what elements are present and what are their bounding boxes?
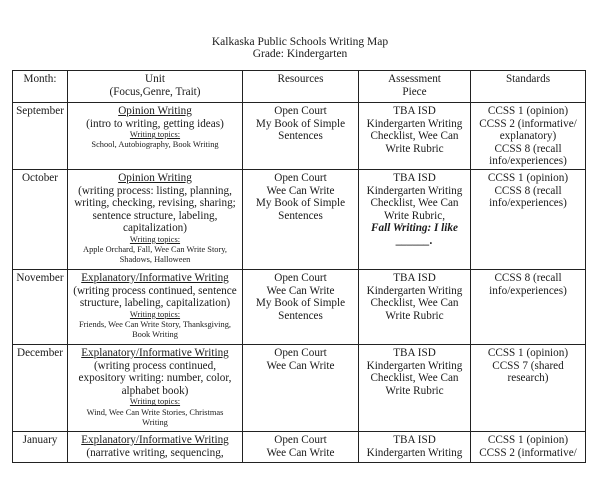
cell-resources — [243, 432, 359, 463]
cell-month — [13, 103, 68, 170]
writing-topics: Writing — [142, 417, 168, 427]
resource-item: Sentences — [278, 309, 323, 322]
cell-standards — [471, 432, 586, 463]
resource-item: Wee Can Write — [266, 359, 335, 372]
unit-description: (writing process: listing, planning, — [78, 184, 232, 197]
resource-item: Wee Can Write — [266, 446, 335, 459]
unit-title: Opinion Writing — [118, 105, 192, 117]
unit-description: (narrative writing, sequencing, — [86, 446, 224, 459]
unit-description: expository writing: number, color, — [78, 372, 232, 385]
assessment-text: Write Rubric — [385, 384, 444, 397]
column-header-text: Month: — [23, 73, 57, 85]
unit-description: capitalization) — [123, 222, 187, 235]
assessment-text: Kindergarten Writing — [366, 117, 463, 130]
cell-assessment — [359, 345, 471, 432]
assessment-text: Checklist, Wee Can — [370, 372, 459, 385]
column-header-text: (Focus,Genre, Trait) — [109, 85, 201, 98]
unit-description: alphabet book) — [121, 384, 189, 397]
table-row — [13, 170, 586, 270]
standard-item: explanatory) — [499, 130, 557, 143]
resource-item: Sentences — [278, 130, 323, 143]
document-subtitle: Grade: Kindergarten — [252, 48, 348, 60]
standard-item: CCSS 1 (opinion) — [487, 105, 569, 117]
table-header-row — [13, 71, 586, 103]
assessment-emphasis: Fall Writing: I like — [371, 222, 458, 235]
standard-item: info/experiences) — [489, 284, 567, 297]
resource-item: Open Court — [274, 105, 327, 117]
standard-item: CCSS 8 (recall — [494, 142, 562, 155]
resource-item: Open Court — [274, 272, 327, 284]
assessment-text: Kindergarten Writing — [366, 184, 463, 197]
column-header-assessment — [359, 71, 471, 103]
writing-topics: Friends, Wee Can Write Story, Thanksgiving, — [79, 319, 231, 329]
table-row — [13, 103, 586, 170]
resource-item: Open Court — [274, 434, 327, 446]
writing-map-table — [12, 70, 586, 463]
unit-title: Explanatory/Informative Writing — [81, 347, 229, 359]
standard-item: info/experiences) — [489, 197, 567, 210]
column-header-text: Assessment — [388, 73, 441, 85]
assessment-text: Kindergarten Writing — [366, 359, 463, 372]
cell-unit — [68, 170, 243, 270]
month-label: September — [16, 105, 64, 117]
cell-resources — [243, 345, 359, 432]
unit-title: Opinion Writing — [118, 172, 192, 184]
cell-resources — [243, 103, 359, 170]
assessment-text: Write Rubric — [385, 309, 444, 322]
assessment-text: Checklist, Wee Can — [370, 197, 459, 210]
writing-topics: Book Writing — [132, 330, 178, 340]
unit-description: (writing process continued, — [93, 359, 217, 372]
column-header-month — [13, 71, 68, 103]
resource-item: Wee Can Write — [266, 284, 335, 297]
cell-unit — [68, 103, 243, 170]
standard-item: research) — [507, 372, 549, 385]
cell-standards — [471, 270, 586, 345]
resource-item: Open Court — [274, 172, 327, 184]
unit-description: writing, checking, revising, sharing; — [74, 197, 236, 210]
cell-unit — [68, 432, 243, 463]
column-header-text: Piece — [402, 85, 427, 98]
cell-standards — [471, 345, 586, 432]
writing-topics-label: Writing topics: — [129, 234, 181, 244]
cell-month — [13, 432, 68, 463]
assessment-text: Kindergarten Writing — [366, 284, 463, 297]
cell-assessment — [359, 170, 471, 270]
standard-item: CCSS 8 (recall — [494, 184, 562, 197]
writing-topics: Apple Orchard, Fall, Wee Can Write Story, — [83, 245, 227, 255]
column-header-text: Unit — [145, 73, 165, 85]
cell-resources — [243, 170, 359, 270]
table-row — [13, 432, 586, 463]
standard-item: CCSS 1 (opinion) — [487, 434, 569, 446]
assessment-emphasis: ______. — [396, 234, 433, 247]
standard-item: info/experiences) — [489, 155, 567, 168]
assessment-text: TBA ISD — [393, 105, 436, 117]
assessment-text: TBA ISD — [393, 272, 436, 284]
writing-topics-label: Writing topics: — [129, 130, 181, 140]
assessment-text: TBA ISD — [393, 172, 436, 184]
column-header-resources — [243, 71, 359, 103]
writing-topics: Wind, Wee Can Write Stories, Christmas — [86, 407, 224, 417]
month-label: October — [21, 172, 59, 184]
document-title: Kalkaska Public Schools Writing Map — [211, 36, 389, 48]
standard-item: CCSS 8 (recall — [494, 272, 562, 284]
table-row — [13, 345, 586, 432]
unit-description: (writing process continued, sentence — [73, 284, 237, 297]
standard-item: CCSS 2 (informative/ — [479, 446, 577, 459]
cell-assessment — [359, 432, 471, 463]
unit-title: Explanatory/Informative Writing — [81, 434, 229, 446]
cell-unit — [68, 270, 243, 345]
assessment-text: Checklist, Wee Can — [370, 297, 459, 310]
assessment-text: TBA ISD — [393, 434, 436, 446]
writing-topics-label: Writing topics: — [129, 397, 181, 407]
resource-item: My Book of Simple — [255, 297, 346, 310]
unit-description: (intro to writing, getting ideas) — [86, 117, 224, 130]
resource-item: Wee Can Write — [266, 184, 335, 197]
unit-description: sentence structure, labeling, — [92, 209, 218, 222]
month-label: January — [22, 434, 58, 446]
cell-assessment — [359, 103, 471, 170]
standard-item: CCSS 1 (opinion) — [487, 172, 569, 184]
cell-assessment — [359, 270, 471, 345]
standard-item: CCSS 2 (informative/ — [479, 117, 577, 130]
column-header-unit — [68, 71, 243, 103]
cell-month — [13, 170, 68, 270]
standard-item: CCSS 1 (opinion) — [487, 347, 569, 359]
column-header-text: Resources — [277, 73, 324, 85]
standard-item: CCSS 7 (shared — [492, 359, 564, 372]
month-label: November — [16, 272, 64, 284]
resource-item: Sentences — [278, 209, 323, 222]
writing-topics-label: Writing topics: — [129, 309, 181, 319]
assessment-text: TBA ISD — [393, 347, 436, 359]
cell-standards — [471, 170, 586, 270]
assessment-text: Checklist, Wee Can — [370, 130, 459, 143]
writing-topics: School, Autobiography, Book Writing — [91, 140, 219, 150]
unit-description: structure, labeling, capitalization) — [79, 297, 231, 310]
month-label: December — [17, 347, 63, 359]
resource-item: Open Court — [274, 347, 327, 359]
column-header-standards — [471, 71, 586, 103]
assessment-text: Kindergarten Writing — [366, 446, 463, 459]
table-row — [13, 270, 586, 345]
cell-unit — [68, 345, 243, 432]
assessment-text: Write Rubric, — [383, 209, 446, 222]
assessment-text: Write Rubric — [385, 142, 444, 155]
column-header-text: Standards — [505, 73, 551, 85]
cell-standards — [471, 103, 586, 170]
cell-resources — [243, 270, 359, 345]
resource-item: My Book of Simple — [255, 197, 346, 210]
cell-month — [13, 270, 68, 345]
resource-item: My Book of Simple — [255, 117, 346, 130]
cell-month — [13, 345, 68, 432]
writing-topics: Shadows, Halloween — [119, 255, 191, 265]
unit-title: Explanatory/Informative Writing — [81, 272, 229, 284]
